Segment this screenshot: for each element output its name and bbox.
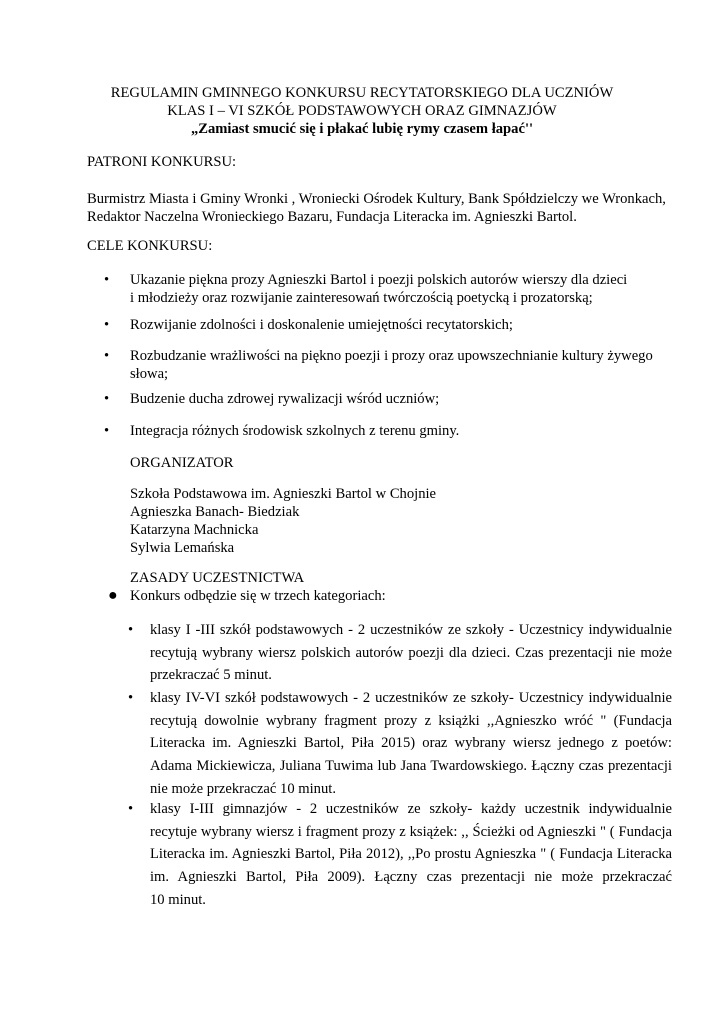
category-3-line-4: im. Agnieszki Bartol, Piła 2009). Łączny czas prezentacji nie może przekraczać [150,869,672,886]
organizer-list [130,485,630,557]
category-3 [150,798,672,912]
category-3-line-5: 10 minut. [150,891,206,908]
category-2-line-2: recytują dowolnie wybrany fragment prozy z książki ,,Agnieszko wróć " (Fundacja [150,712,672,729]
organizer-heading: ORGANIZATOR [130,455,234,471]
goals-heading: CELE KONKURSU: [87,238,213,254]
goal-bullet-3: • [104,348,110,364]
title-motto: „Zamiast smucić się i płakać lubię rymy czasem łapać'' [190,121,534,137]
category-1 [150,619,672,687]
rules-heading: ZASADY UCZESTNICTWA [130,570,305,586]
goal-item-1-line-2: i młodzieży oraz rozwijanie zainteresowań twórczością poetycką i prozatorską; [130,290,593,306]
title-line-1: REGULAMIN GMINNEGO KONKURSU RECYTATORSKIEGO DLA UCZNIÓW [110,85,614,101]
organizer-line-4: Sylwia Lemańska [130,540,235,556]
category-2-line-4: Adama Mickiewicza, Juliana Tuwima lub Jana Twardowskiego. Łączny czas prezentacji [150,758,672,775]
category-bullet-2: • [128,690,134,706]
patrons-heading: PATRONI KONKURSU: [87,154,237,170]
patrons-text-line-2: Redaktor Naczelna Wronieckiego Bazaru, Fundacja Literacka im. Agnieszki Bartol. [87,209,577,225]
category-2-line-3: Literacka im. Agnieszki Bartol, Piła 2015) oraz wybrany wiersz jednego z poetów: [150,735,672,752]
goal-item-1-line-1: Ukazanie piękna prozy Agnieszki Bartol i poezji polskich autorów wierszy dla dzieci [130,272,628,288]
category-2-line-1: klasy IV-VI szkół podstawowych - 2 uczestników ze szkoły- Uczestnicy indywidualnie [150,690,672,706]
category-3-line-2: recytuje wybrany wiersz i fragment prozy z książek: ,, Ścieżki od Agnieszki " ( Fundacja [150,823,672,840]
category-bullet-1: • [128,622,134,638]
title-line-2: KLAS I – VI SZKÓŁ PODSTAWOWYCH ORAZ GIMNAZJÓW [167,103,557,119]
category-2 [150,687,672,801]
rules-intro: Konkurs odbędzie się w trzech kategoriach: [130,588,386,604]
goal-item-4-line-1: Budzenie ducha zdrowej rywalizacji wśród uczniów; [130,391,440,407]
goal-item-3-line-2: słowa; [130,366,169,382]
category-bullet-3: • [128,801,134,817]
goal-item-2 [130,316,690,334]
goal-item-5-line-1: Integracja różnych środowisk szkolnych z terenu gminy. [130,423,460,439]
goal-item-3-line-1: Rozbudzanie wrażliwości na piękno poezji i prozy oraz upowszechnianie kultury żywego [130,348,653,364]
goal-item-5 [130,422,690,440]
goal-bullet-2: • [104,317,110,333]
goal-item-3 [130,347,690,383]
goal-bullet-4: • [104,391,110,407]
category-1-line-2: recytują wybrany wiersz polskich autorów poezji dla dzieci. Czas prezentacji nie może [150,644,672,661]
goal-item-2-line-1: Rozwijanie zdolności i doskonalenie umiejętności recytatorskich; [130,317,513,333]
category-3-line-1: klasy I-III gimnazjów - 2 uczestników ze szkoły- każdy uczestnik indywidualnie [150,801,672,817]
goal-item-4 [130,390,690,408]
rules-circle-bullet: ● [108,587,118,604]
patrons-text [87,190,687,226]
organizer-line-1: Szkoła Podstawowa im. Agnieszki Bartol w Chojnie [130,486,437,502]
goal-bullet-5: • [104,423,110,439]
category-1-line-3: przekraczać 5 minut. [150,667,272,684]
patrons-text-line-1: Burmistrz Miasta i Gminy Wronki , Wroniecki Ośrodek Kultury, Bank Spółdzielczy we Wronkach, [87,191,666,207]
document-title [0,84,724,138]
category-1-line-1: klasy I -III szkół podstawowych - 2 uczestników ze szkoły - Uczestnicy indywidualnie [150,622,672,638]
goal-item-1 [130,271,690,307]
category-2-line-5: nie może przekraczać 10 minut. [150,780,336,797]
goal-bullet-1: • [104,272,110,288]
category-3-line-3: Literacka im. Agnieszki Bartol, Piła 2012), ,,Po prostu Agnieszka " ( Fundacja Literacka [150,846,672,863]
organizer-line-3: Katarzyna Machnicka [130,522,259,538]
organizer-line-2: Agnieszka Banach- Biedziak [130,504,300,520]
